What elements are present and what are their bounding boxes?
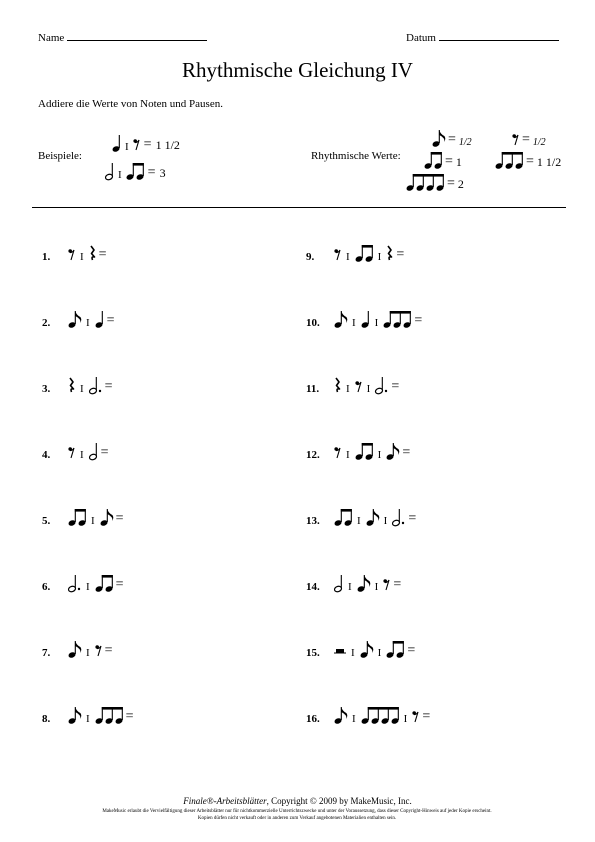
equals-sign: = bbox=[100, 445, 109, 460]
answer-field[interactable] bbox=[415, 645, 455, 659]
two-eighths-icon bbox=[334, 507, 352, 527]
separator: I bbox=[366, 383, 371, 395]
two-eighths-symbol bbox=[68, 507, 86, 527]
exercise-row bbox=[42, 639, 153, 659]
dotted-half-icon bbox=[89, 375, 102, 395]
exercise-row bbox=[42, 573, 164, 593]
value-two-eighths bbox=[424, 150, 462, 170]
value-three-eighths bbox=[495, 150, 561, 170]
separator: I bbox=[352, 713, 356, 725]
exercise-number: 7. bbox=[42, 647, 51, 659]
dotted-half-symbol bbox=[375, 375, 388, 395]
dotted-half-icon bbox=[375, 375, 388, 395]
quarter-symbol bbox=[361, 309, 370, 329]
equals-sign: = bbox=[98, 247, 107, 262]
three-eighths-symbol bbox=[95, 705, 123, 725]
eighth-rest-icon bbox=[334, 441, 341, 461]
exercise-row bbox=[306, 243, 444, 263]
name-line[interactable] bbox=[67, 30, 207, 41]
exercise-number: 12. bbox=[306, 449, 320, 461]
equals-sign: = bbox=[526, 154, 534, 169]
separator: I bbox=[374, 317, 379, 329]
exercise-number: 15. bbox=[306, 647, 320, 659]
equals-sign: = bbox=[448, 132, 456, 147]
eighth-rest-icon bbox=[133, 133, 140, 153]
footer-fine-print bbox=[47, 808, 547, 822]
instruction-text: Addiere die Werte von Noten und Pausen. bbox=[38, 98, 223, 110]
exercise-row bbox=[306, 309, 462, 329]
quarter-icon bbox=[95, 309, 104, 329]
two-eighths-icon bbox=[355, 243, 373, 263]
separator: I bbox=[377, 647, 382, 659]
quarter-rest-symbol bbox=[89, 243, 96, 263]
exercise-row bbox=[42, 507, 164, 527]
equals-sign: = bbox=[414, 313, 423, 328]
quarter-rest-icon bbox=[89, 243, 96, 263]
page-title: Rhythmische Gleichung IV bbox=[182, 58, 413, 82]
separator: I bbox=[125, 141, 129, 153]
eighth-symbol bbox=[432, 128, 445, 148]
eighth-rest-icon bbox=[68, 441, 75, 461]
separator: I bbox=[80, 251, 84, 263]
footer-brand: Finale®-Arbeitsblätter bbox=[183, 796, 267, 806]
example-1-result: 1 1/2 bbox=[155, 138, 180, 152]
three-eighths-icon bbox=[95, 705, 123, 725]
eighth-symbol bbox=[357, 573, 370, 593]
answer-field[interactable] bbox=[430, 711, 470, 725]
equals-sign: = bbox=[396, 247, 405, 262]
quarter-symbol bbox=[95, 309, 104, 329]
exercise-number: 10. bbox=[306, 317, 320, 329]
exercise-number: 16. bbox=[306, 713, 320, 725]
date-line[interactable] bbox=[439, 30, 559, 41]
eighth-icon bbox=[68, 705, 81, 725]
separator: I bbox=[383, 515, 388, 527]
eighth-symbol bbox=[334, 309, 347, 329]
exercise-number: 14. bbox=[306, 581, 320, 593]
quarter-rest-symbol bbox=[386, 243, 393, 263]
eighth-rest-symbol bbox=[334, 243, 341, 263]
two-eighths-symbol bbox=[334, 507, 352, 527]
exercise-number: 4. bbox=[42, 449, 51, 461]
examples-label: Beispiele: bbox=[38, 150, 82, 162]
eighth-symbol bbox=[68, 639, 81, 659]
eighth-rest-icon bbox=[355, 375, 362, 395]
date-label: Datum bbox=[406, 32, 436, 44]
separator: I bbox=[374, 581, 379, 593]
half-icon bbox=[89, 441, 98, 461]
exercise-row bbox=[306, 507, 456, 527]
quarter-rest-icon bbox=[68, 375, 75, 395]
answer-field[interactable] bbox=[107, 249, 147, 263]
eighth-icon bbox=[366, 507, 379, 527]
eighth-rest-icon bbox=[68, 243, 75, 263]
exercise-row bbox=[306, 639, 455, 659]
eighth-symbol bbox=[334, 705, 347, 725]
equals-sign: = bbox=[125, 709, 134, 724]
two-eighths-icon bbox=[95, 573, 113, 593]
answer-field[interactable] bbox=[115, 315, 155, 329]
quarter-rest-symbol bbox=[68, 375, 75, 395]
value-eighth bbox=[432, 128, 472, 148]
divider bbox=[32, 207, 566, 208]
exercise-row bbox=[42, 309, 155, 329]
name-field bbox=[38, 30, 207, 44]
half-icon bbox=[334, 573, 343, 593]
eighth-symbol bbox=[100, 507, 113, 527]
quarter-rest-icon bbox=[386, 243, 393, 263]
eighth-rest-icon bbox=[412, 705, 419, 725]
four-eighths-icon bbox=[361, 705, 399, 725]
eighth-icon bbox=[68, 639, 81, 659]
answer-field[interactable] bbox=[416, 513, 456, 527]
quarter-icon bbox=[361, 309, 370, 329]
equals-sign: = bbox=[104, 643, 113, 658]
eighth-icon bbox=[100, 507, 113, 527]
exercise-number: 8. bbox=[42, 713, 51, 725]
eighth-rest-symbol bbox=[68, 243, 75, 263]
values-label: Rhythmische Werte: bbox=[311, 150, 401, 162]
value-four-eighths-text: 2 bbox=[457, 177, 464, 191]
value-eighth-text: 1/2 bbox=[458, 137, 472, 148]
answer-field[interactable] bbox=[113, 381, 153, 395]
separator: I bbox=[80, 383, 84, 395]
separator: I bbox=[91, 515, 95, 527]
answer-field[interactable] bbox=[113, 645, 153, 659]
separator: I bbox=[352, 317, 356, 329]
two-eighths-symbol bbox=[355, 441, 373, 461]
exercise-number: 2. bbox=[42, 317, 51, 329]
answer-field[interactable] bbox=[134, 711, 174, 725]
four-eighths-symbol bbox=[406, 172, 444, 192]
value-four-eighths bbox=[406, 172, 464, 192]
separator: I bbox=[348, 581, 352, 593]
separator: I bbox=[86, 713, 90, 725]
dotted-half-icon bbox=[392, 507, 405, 527]
three-eighths-icon bbox=[383, 309, 411, 329]
answer-field[interactable] bbox=[124, 579, 164, 593]
eighth-symbol bbox=[366, 507, 379, 527]
separator: I bbox=[357, 515, 361, 527]
half-symbol bbox=[334, 573, 343, 593]
two-eighths-symbol bbox=[355, 243, 373, 263]
quarter-rest-icon bbox=[334, 375, 341, 395]
separator: I bbox=[86, 317, 90, 329]
equals-sign: = bbox=[407, 643, 416, 658]
exercise-number: 11. bbox=[306, 383, 320, 395]
answer-field[interactable] bbox=[109, 447, 149, 461]
answer-field[interactable] bbox=[399, 381, 439, 395]
answer-field[interactable] bbox=[410, 447, 450, 461]
equals-sign: = bbox=[447, 176, 455, 191]
example-2 bbox=[105, 161, 166, 181]
dotted-half-symbol bbox=[68, 573, 81, 593]
answer-field[interactable] bbox=[401, 579, 441, 593]
exercise-row bbox=[306, 441, 450, 461]
footer-fine-line-1: MakeMusic erlaubt die Vervielfältigung dieser Arbeitsblätter nur für nichtkommerzielle Unterrichtszwecke und unter der Voraussetzung, dass dieser Copyright-Hinweis auf jeder Kopie erscheint. bbox=[102, 809, 492, 814]
exercise-number: 13. bbox=[306, 515, 320, 527]
two-eighths-symbol bbox=[386, 639, 404, 659]
separator: I bbox=[346, 251, 350, 263]
eighth-rest-symbol bbox=[95, 639, 102, 659]
eighth-rest-symbol bbox=[334, 441, 341, 461]
dotted-half-symbol bbox=[392, 507, 405, 527]
eighth-symbol bbox=[68, 705, 81, 725]
eighth-rest-symbol bbox=[68, 441, 75, 461]
separator: I bbox=[86, 581, 90, 593]
eighth-rest-symbol bbox=[412, 705, 419, 725]
eighth-icon bbox=[357, 573, 370, 593]
separator: I bbox=[377, 449, 382, 461]
eighth-symbol bbox=[386, 441, 399, 461]
value-three-eighths-text: 1 1/2 bbox=[536, 155, 562, 169]
equals-sign: = bbox=[445, 154, 453, 169]
two-eighths-symbol bbox=[424, 150, 442, 170]
two-eighths-icon bbox=[68, 507, 86, 527]
separator: I bbox=[346, 383, 350, 395]
eighth-icon bbox=[334, 309, 347, 329]
answer-field[interactable] bbox=[404, 249, 444, 263]
separator: I bbox=[403, 713, 408, 725]
value-two-eighths-text: 1 bbox=[455, 155, 462, 169]
eighth-icon bbox=[68, 309, 81, 329]
three-eighths-icon bbox=[495, 150, 523, 170]
three-eighths-symbol bbox=[495, 150, 523, 170]
exercise-row bbox=[42, 705, 174, 725]
exercise-number: 3. bbox=[42, 383, 51, 395]
dotted-half-icon bbox=[68, 573, 81, 593]
exercise-row bbox=[306, 573, 441, 593]
footer-copyright-text: , Copyright © 2009 by MakeMusic, Inc. bbox=[266, 796, 412, 806]
equals-sign: = bbox=[522, 132, 530, 147]
answer-field[interactable] bbox=[124, 513, 164, 527]
quarter-rest-symbol bbox=[334, 375, 341, 395]
two-eighths-icon bbox=[424, 150, 442, 170]
exercise-row bbox=[42, 243, 147, 263]
two-eighths-symbol bbox=[95, 573, 113, 593]
two-eighths-symbol bbox=[126, 161, 144, 181]
eighth-rest-icon bbox=[383, 573, 390, 593]
half-symbol bbox=[89, 441, 98, 461]
dotted-half-symbol bbox=[89, 375, 102, 395]
separator: I bbox=[351, 647, 355, 659]
four-eighths-icon bbox=[406, 172, 444, 192]
eighth-symbol bbox=[68, 309, 81, 329]
separator: I bbox=[346, 449, 350, 461]
eighth-rest-symbol bbox=[383, 573, 390, 593]
half-rest-symbol bbox=[334, 639, 346, 659]
eighth-rest-symbol bbox=[355, 375, 362, 395]
three-eighths-symbol bbox=[383, 309, 411, 329]
half-symbol bbox=[105, 161, 114, 181]
equals-sign: = bbox=[402, 445, 411, 460]
answer-field[interactable] bbox=[422, 315, 462, 329]
exercise-number: 9. bbox=[306, 251, 315, 263]
separator: I bbox=[86, 647, 90, 659]
equals-sign: = bbox=[393, 577, 402, 592]
exercise-number: 5. bbox=[42, 515, 51, 527]
eighth-icon bbox=[360, 639, 373, 659]
equals-sign: = bbox=[104, 379, 113, 394]
eighth-rest-icon bbox=[95, 639, 102, 659]
equals-sign: = bbox=[115, 511, 124, 526]
name-label: Name bbox=[38, 32, 65, 44]
equals-sign: = bbox=[391, 379, 400, 394]
quarter-icon bbox=[112, 133, 121, 153]
two-eighths-icon bbox=[126, 161, 144, 181]
exercise-row bbox=[42, 441, 149, 461]
eighth-rest-icon bbox=[334, 243, 341, 263]
exercise-number: 6. bbox=[42, 581, 51, 593]
eighth-rest-symbol bbox=[512, 128, 519, 148]
value-eighth-rest-text: 1/2 bbox=[532, 137, 546, 148]
date-field bbox=[406, 30, 559, 44]
eighth-symbol bbox=[360, 639, 373, 659]
separator: I bbox=[80, 449, 84, 461]
two-eighths-icon bbox=[355, 441, 373, 461]
example-1 bbox=[112, 133, 180, 153]
equals-sign: = bbox=[408, 511, 417, 526]
eighth-icon bbox=[386, 441, 399, 461]
four-eighths-symbol bbox=[361, 705, 399, 725]
equals-sign: = bbox=[143, 137, 152, 152]
exercise-row bbox=[306, 375, 439, 395]
exercise-row bbox=[42, 375, 153, 395]
eighth-rest-icon bbox=[512, 128, 519, 148]
value-eighth-rest bbox=[512, 128, 546, 148]
exercise-row bbox=[306, 705, 470, 725]
eighth-icon bbox=[334, 705, 347, 725]
eighth-rest-symbol bbox=[133, 133, 140, 153]
separator: I bbox=[377, 251, 382, 263]
footer-fine-line-2: Kopien dürfen nicht verkauft oder in anderen zum Verkauf angebotenen Materialien enthalten sein. bbox=[197, 816, 397, 821]
exercise-number: 1. bbox=[42, 251, 51, 263]
equals-sign: = bbox=[106, 313, 115, 328]
equals-sign: = bbox=[422, 709, 431, 724]
equals-sign: = bbox=[115, 577, 124, 592]
two-eighths-icon bbox=[386, 639, 404, 659]
half-icon bbox=[105, 161, 114, 181]
half-rest-icon bbox=[334, 639, 346, 659]
quarter-symbol bbox=[112, 133, 121, 153]
separator: I bbox=[118, 169, 122, 181]
eighth-icon bbox=[432, 128, 445, 148]
equals-sign: = bbox=[147, 165, 156, 180]
example-2-result: 3 bbox=[159, 166, 166, 180]
footer-copyright bbox=[0, 796, 595, 806]
